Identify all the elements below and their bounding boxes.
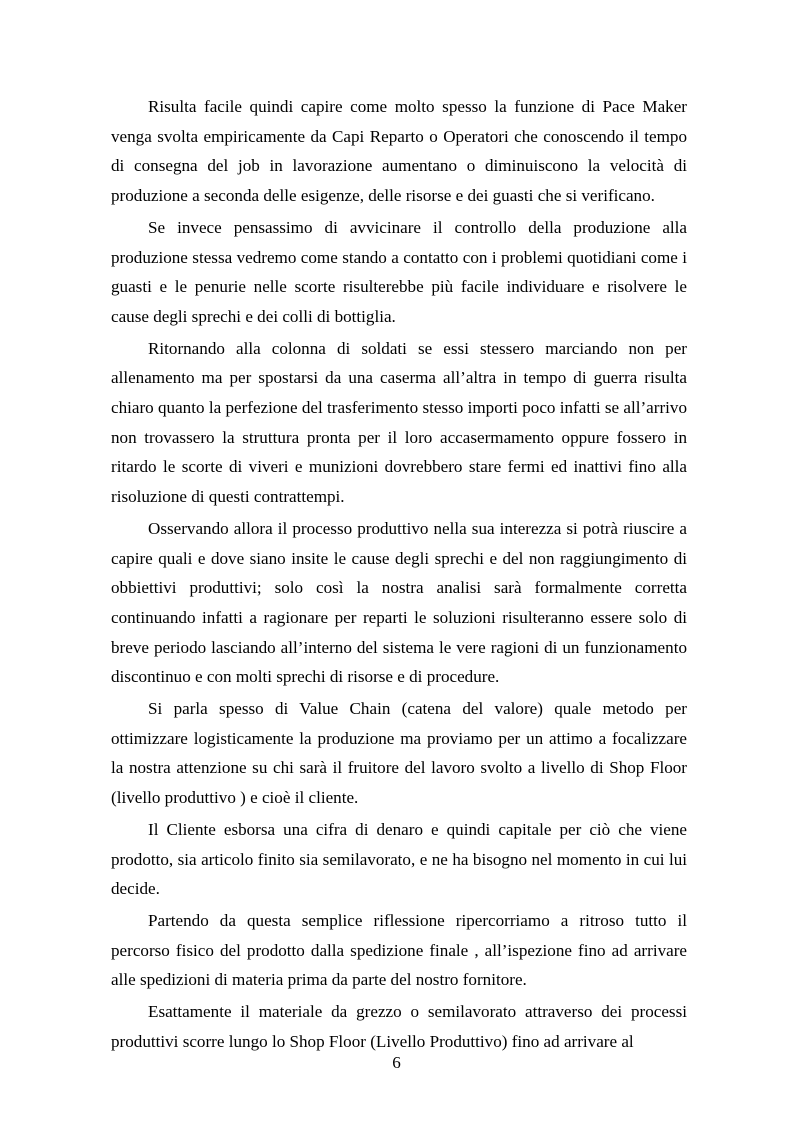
page-number: 6 [392,1053,401,1072]
paragraph-2: Se invece pensassimo di avvicinare il controllo della produzione alla produzione stessa vedremo come stando a contatto con i problemi quotidiani come i guasti e le penurie nelle scorte risulterebbe più facile individuare e risolvere le cause degli sprechi e dei colli di bottiglia. [111,217,687,326]
paragraph-6: Il Cliente esborsa una cifra di denaro e quindi capitale per ciò che viene prodotto, sia articolo finito sia semilavorato, e ne ha bisogno nel momento in cui lui decide. [111,819,687,899]
paragraph-8: Esattamente il materiale da grezzo o semilavorato attraverso dei processi produttivi scorre lungo lo Shop Floor (Livello Produttivo) fino ad arrivare al [111,1002,687,1051]
paragraph-5: Si parla spesso di Value Chain (catena del valore) quale metodo per ottimizzare logisticamente la produzione ma proviamo per un attimo a focalizzare la nostra attenzione su chi sarà il fruitore del lavoro svolto a livello di Shop Floor (livello produttivo ) e cioè il cliente. [111,699,687,808]
body-text [111,92,687,1059]
paragraph-3: Ritornando alla colonna di soldati se essi stessero marciando non per allenamento ma per spostarsi da una caserma all’altra in tempo di guerra risulta chiaro quanto la perfezione del trasferimento stesso importi poco infatti se all’arrivo non trovassero la struttura pronta per il loro accasermamento oppure fossero in ritardo le scorte di viveri e munizioni dovrebbero stare fermi ed inattivi fino alla risoluzione di questi contrattempi. [111,338,687,507]
paragraph-4: Osservando allora il processo produttivo nella sua interezza si potrà riuscire a capire quali e dove siano insite le cause degli sprechi e del non raggiungimento di obbiettivi produttivi; solo così la nostra analisi sarà formalmente corretta continuando infatti a ragionare per reparti le soluzioni risulteranno essere solo di breve periodo lasciando all’interno del sistema le vere ragioni di un funzionamento discontinuo e con molti sprechi di risorse e di procedure. [111,518,687,687]
paragraph-1: Risulta facile quindi capire come molto spesso la funzione di Pace Maker venga svolta empiricamente da Capi Reparto o Operatori che conoscendo il tempo di consegna del job in lavorazione aumentano o diminuiscono la velocità di produzione a seconda delle esigenze, delle risorse e dei guasti che si verificano. [111,97,687,206]
paragraph-7: Partendo da questa semplice riflessione ripercorriamo a ritroso tutto il percorso fisico del prodotto dalla spedizione finale , all’ispezione fino ad arrivare alle spedizioni di materia prima da parte del nostro fornitore. [111,910,687,990]
